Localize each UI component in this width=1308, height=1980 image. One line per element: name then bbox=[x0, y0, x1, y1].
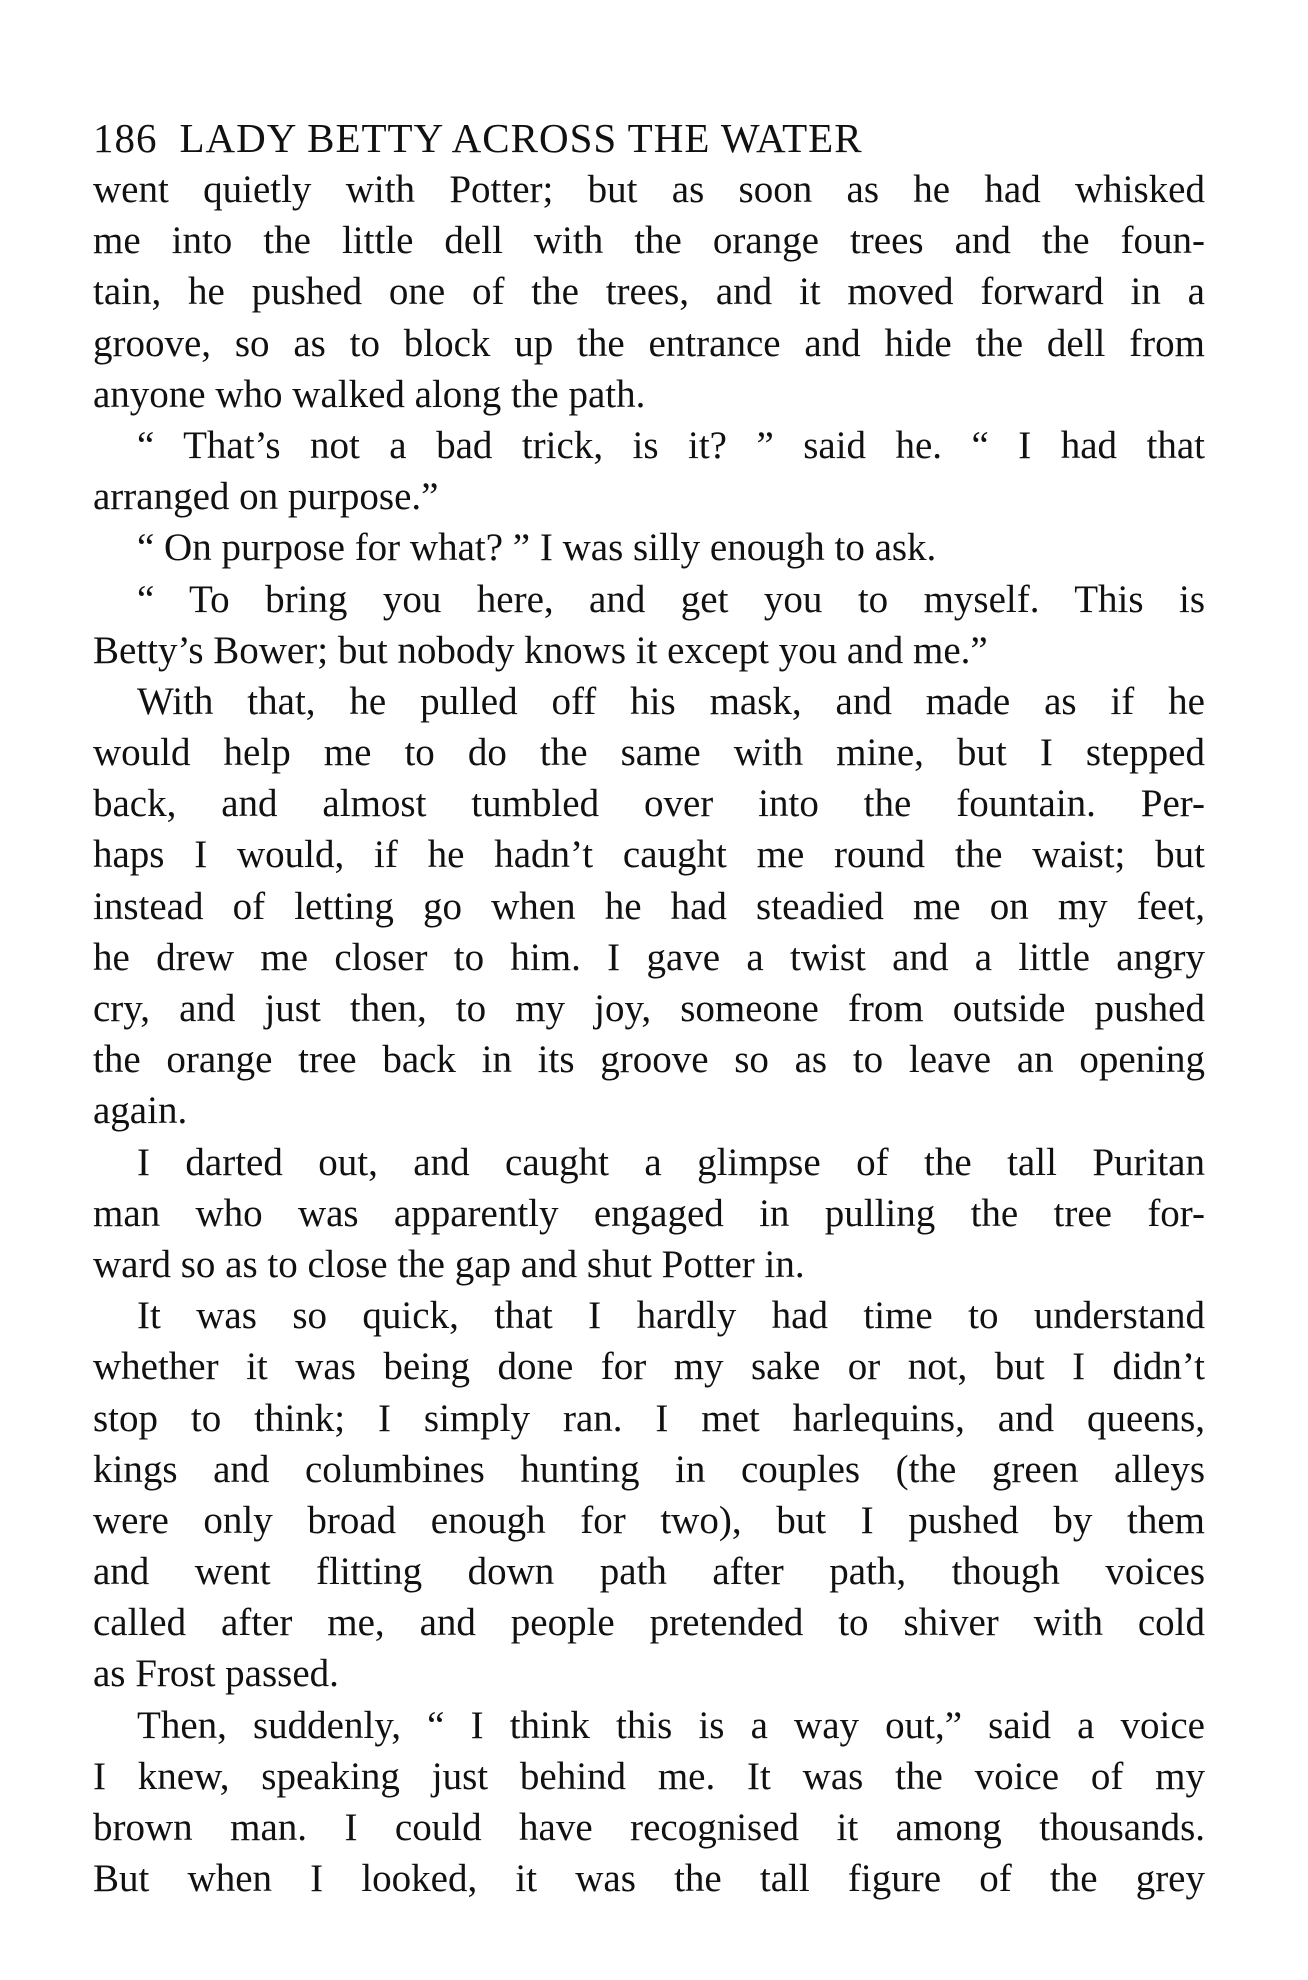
text-line: and went flitting down path after path, though voices bbox=[93, 1550, 1205, 1594]
body-text bbox=[93, 164, 1205, 1904]
text-line: kings and columbines hunting in couples (the green alleys bbox=[93, 1447, 1205, 1491]
text-line: anyone who walked along the path. bbox=[93, 372, 646, 416]
text-line: would help me to do the same with mine, but I stepped bbox=[93, 731, 1205, 775]
text-line: I darted out, and caught a glimpse of the tall Puritan bbox=[137, 1140, 1205, 1184]
text-line: tain, he pushed one of the trees, and it moved forward in a bbox=[93, 270, 1205, 314]
text-line: man who was apparently engaged in pulling the tree for- bbox=[93, 1191, 1205, 1235]
text-line: “ To bring you here, and get you to myself. This is bbox=[137, 577, 1205, 621]
text-line: “ On purpose for what? ” I was silly enough to ask. bbox=[137, 526, 937, 570]
running-title: LADY BETTY ACROSS THE WATER bbox=[179, 115, 863, 161]
text-line: went quietly with Potter; but as soon as he had whisked bbox=[93, 168, 1205, 211]
text-line: ward so as to close the gap and shut Potter in. bbox=[93, 1242, 805, 1286]
text-line: “ That’s not a bad trick, is it? ” said he. “ I had that bbox=[137, 423, 1205, 467]
text-line: instead of letting go when he had steadied me on my feet, bbox=[93, 884, 1205, 928]
text-line: arranged on purpose.” bbox=[93, 475, 439, 519]
text-line: With that, he pulled off his mask, and made as if he bbox=[137, 679, 1205, 723]
text-line: brown man. I could have recognised it among thousands. bbox=[93, 1806, 1205, 1849]
text-line: as Frost passed. bbox=[93, 1652, 339, 1696]
running-head bbox=[93, 112, 1205, 164]
text-line: cry, and just then, to my joy, someone from outside pushed bbox=[93, 987, 1205, 1030]
text-line: haps I would, if he hadn’t caught me round the waist; but bbox=[93, 833, 1205, 877]
text-line: It was so quick, that I hardly had time to understand bbox=[137, 1294, 1205, 1338]
text-line: But when I looked, it was the tall figure of the grey bbox=[93, 1857, 1205, 1901]
text-line: were only broad enough for two), but I pushed by them bbox=[93, 1498, 1205, 1542]
text-line: Betty’s Bower; but nobody knows it except you and me.” bbox=[93, 628, 988, 672]
text-line: the orange tree back in its groove so as to leave an opening bbox=[93, 1038, 1205, 1082]
text-line: again. bbox=[93, 1089, 188, 1133]
text-line: Then, suddenly, “ I think this is a way out,” said a voice bbox=[137, 1703, 1205, 1747]
text-line: back, and almost tumbled over into the fountain. Per- bbox=[93, 782, 1205, 826]
text-line: he drew me closer to him. I gave a twist and a little angry bbox=[93, 935, 1205, 979]
book-page bbox=[93, 112, 1205, 1904]
page-number: 186 bbox=[93, 115, 158, 161]
text-line: me into the little dell with the orange trees and the foun- bbox=[93, 219, 1205, 263]
text-line: whether it was being done for my sake or not, but I didn’t bbox=[93, 1345, 1205, 1389]
text-line: groove, so as to block up the entrance and hide the dell from bbox=[93, 321, 1205, 365]
text-line: I knew, speaking just behind me. It was the voice of my bbox=[93, 1754, 1205, 1798]
text-line: called after me, and people pretended to shiver with cold bbox=[93, 1601, 1205, 1645]
text-line: stop to think; I simply ran. I met harlequins, and queens, bbox=[93, 1396, 1205, 1440]
